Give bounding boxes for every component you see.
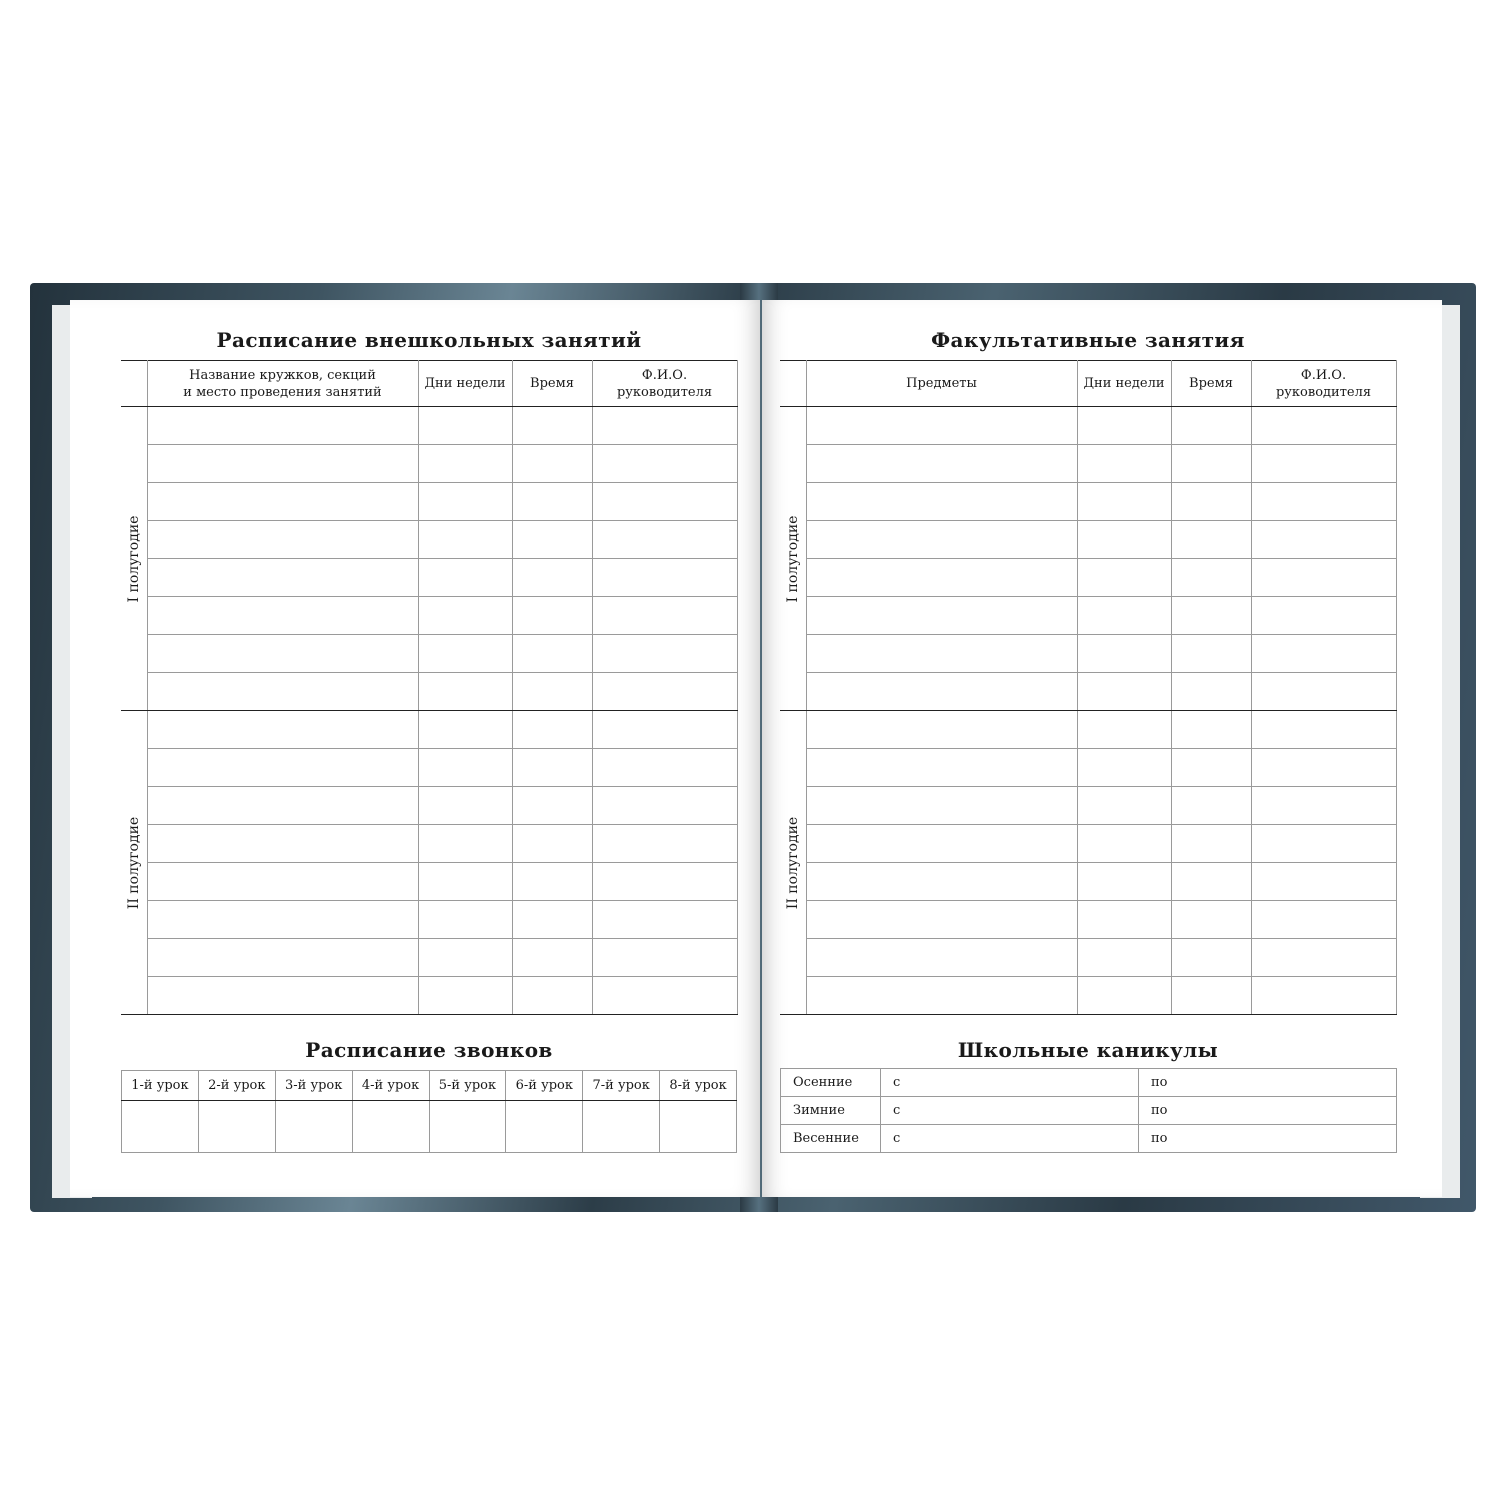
entry-cell[interactable] bbox=[1171, 673, 1251, 711]
electives-table bbox=[780, 360, 1397, 1015]
entry-cell[interactable] bbox=[418, 407, 512, 445]
lesson-header: 2-й урок bbox=[198, 1071, 275, 1101]
entry-cell[interactable] bbox=[592, 863, 737, 901]
col-header-time: Время bbox=[512, 361, 592, 407]
table-row bbox=[780, 787, 1396, 825]
entry-cell[interactable] bbox=[1077, 977, 1171, 1015]
entry-cell[interactable] bbox=[147, 787, 418, 825]
col-header-subjects: Предметы bbox=[806, 361, 1077, 407]
col-header-activity: Название кружков, секций и место проведения занятий bbox=[147, 361, 418, 407]
entry-cell[interactable] bbox=[1171, 863, 1251, 901]
lesson-time-cell[interactable] bbox=[122, 1101, 199, 1153]
entry-cell[interactable] bbox=[418, 673, 512, 711]
table-row bbox=[121, 559, 737, 597]
entry-cell[interactable] bbox=[806, 863, 1077, 901]
entry-cell[interactable] bbox=[592, 901, 737, 939]
entry-cell[interactable] bbox=[592, 559, 737, 597]
lesson-time-cell[interactable] bbox=[506, 1101, 583, 1153]
table-row bbox=[121, 445, 737, 483]
holiday-to[interactable]: по bbox=[1139, 1097, 1397, 1125]
entry-cell[interactable] bbox=[512, 445, 592, 483]
bells-title: Расписание звонков bbox=[305, 1038, 553, 1062]
entry-cell[interactable] bbox=[1171, 483, 1251, 521]
semester-2-label: II полугодие bbox=[125, 816, 142, 909]
entry-cell[interactable] bbox=[418, 787, 512, 825]
entry-cell[interactable] bbox=[1171, 749, 1251, 787]
entry-cell[interactable] bbox=[147, 559, 418, 597]
entry-cell[interactable] bbox=[1251, 977, 1396, 1015]
entry-cell[interactable] bbox=[147, 597, 418, 635]
entry-cell[interactable] bbox=[1171, 825, 1251, 863]
entry-cell[interactable] bbox=[147, 483, 418, 521]
entry-cell[interactable] bbox=[418, 559, 512, 597]
table-row bbox=[780, 749, 1396, 787]
entry-cell[interactable] bbox=[418, 977, 512, 1015]
entry-cell[interactable] bbox=[1077, 787, 1171, 825]
entry-cell[interactable] bbox=[1077, 863, 1171, 901]
table-row bbox=[121, 673, 737, 711]
lesson-header: 8-й урок bbox=[660, 1071, 737, 1101]
entry-cell[interactable] bbox=[592, 521, 737, 559]
entry-cell[interactable] bbox=[806, 749, 1077, 787]
holiday-row bbox=[781, 1097, 1397, 1125]
entry-cell[interactable] bbox=[1251, 711, 1396, 749]
entry-cell[interactable] bbox=[1077, 635, 1171, 673]
entry-cell[interactable] bbox=[418, 597, 512, 635]
semester-2-label-cell bbox=[780, 711, 806, 1015]
entry-cell[interactable] bbox=[1251, 483, 1396, 521]
entry-cell[interactable] bbox=[418, 863, 512, 901]
entry-cell[interactable] bbox=[806, 483, 1077, 521]
table-row bbox=[121, 483, 737, 521]
table-row bbox=[780, 825, 1396, 863]
entry-cell[interactable] bbox=[418, 483, 512, 521]
table-row bbox=[121, 939, 737, 977]
entry-cell[interactable] bbox=[147, 407, 418, 445]
table-row bbox=[780, 711, 1396, 749]
entry-cell[interactable] bbox=[418, 635, 512, 673]
entry-cell[interactable] bbox=[512, 901, 592, 939]
entry-cell[interactable] bbox=[1077, 711, 1171, 749]
entry-cell[interactable] bbox=[147, 521, 418, 559]
entry-cell[interactable] bbox=[592, 711, 737, 749]
entry-cell[interactable] bbox=[1171, 597, 1251, 635]
entry-cell[interactable] bbox=[1077, 825, 1171, 863]
holiday-from[interactable]: с bbox=[881, 1069, 1139, 1097]
table-row bbox=[121, 597, 737, 635]
entry-cell[interactable] bbox=[512, 597, 592, 635]
table-row bbox=[121, 635, 737, 673]
table-row bbox=[780, 597, 1396, 635]
lesson-time-cell[interactable] bbox=[198, 1101, 275, 1153]
holidays-table bbox=[780, 1068, 1397, 1153]
semester-2-label: II полугодие bbox=[784, 816, 801, 909]
entry-cell[interactable] bbox=[592, 407, 737, 445]
table-corner-cell bbox=[780, 361, 806, 407]
entry-cell[interactable] bbox=[512, 673, 592, 711]
table-row bbox=[780, 977, 1396, 1015]
entry-cell[interactable] bbox=[418, 825, 512, 863]
table-row bbox=[780, 445, 1396, 483]
entry-cell[interactable] bbox=[1171, 521, 1251, 559]
entry-cell[interactable] bbox=[418, 445, 512, 483]
entry-cell[interactable] bbox=[592, 635, 737, 673]
entry-cell[interactable] bbox=[592, 977, 737, 1015]
table-row bbox=[121, 977, 737, 1015]
holiday-from[interactable]: с bbox=[881, 1097, 1139, 1125]
holiday-to[interactable]: по bbox=[1139, 1069, 1397, 1097]
holiday-from[interactable]: с bbox=[881, 1125, 1139, 1153]
entry-cell[interactable] bbox=[1077, 521, 1171, 559]
entry-cell[interactable] bbox=[592, 483, 737, 521]
entry-cell[interactable] bbox=[147, 939, 418, 977]
entry-cell[interactable] bbox=[512, 863, 592, 901]
extracurricular-table bbox=[121, 360, 738, 1015]
table-row bbox=[780, 483, 1396, 521]
entry-cell[interactable] bbox=[147, 711, 418, 749]
entry-cell[interactable] bbox=[512, 483, 592, 521]
entry-cell[interactable] bbox=[806, 901, 1077, 939]
holiday-to[interactable]: по bbox=[1139, 1125, 1397, 1153]
semester-2-label-cell bbox=[121, 711, 147, 1015]
entry-cell[interactable] bbox=[592, 825, 737, 863]
entry-cell[interactable] bbox=[1077, 597, 1171, 635]
lesson-header: 4-й урок bbox=[352, 1071, 429, 1101]
table-row bbox=[121, 787, 737, 825]
lesson-header: 7-й урок bbox=[583, 1071, 660, 1101]
semester-1-label-cell bbox=[780, 407, 806, 711]
entry-cell[interactable] bbox=[1171, 901, 1251, 939]
entry-cell[interactable] bbox=[1251, 787, 1396, 825]
col-header-days: Дни недели bbox=[418, 361, 512, 407]
col-header-leader: Ф.И.О. руководителя bbox=[592, 361, 737, 407]
entry-cell[interactable] bbox=[418, 939, 512, 977]
entry-cell[interactable] bbox=[592, 939, 737, 977]
entry-cell[interactable] bbox=[512, 407, 592, 445]
table-row bbox=[780, 407, 1396, 445]
entry-cell[interactable] bbox=[512, 939, 592, 977]
entry-cell[interactable] bbox=[806, 559, 1077, 597]
entry-cell[interactable] bbox=[147, 901, 418, 939]
table-row bbox=[121, 407, 737, 445]
entry-cell[interactable] bbox=[147, 863, 418, 901]
entry-cell[interactable] bbox=[1077, 901, 1171, 939]
entry-cell[interactable] bbox=[1251, 635, 1396, 673]
semester-1-label-cell bbox=[121, 407, 147, 711]
table-row bbox=[121, 901, 737, 939]
entry-cell[interactable] bbox=[1251, 863, 1396, 901]
entry-cell[interactable] bbox=[1251, 901, 1396, 939]
table-row bbox=[780, 521, 1396, 559]
entry-cell[interactable] bbox=[147, 749, 418, 787]
table-corner-cell bbox=[121, 361, 147, 407]
entry-cell[interactable] bbox=[806, 711, 1077, 749]
entry-cell[interactable] bbox=[1171, 407, 1251, 445]
entry-cell[interactable] bbox=[1077, 445, 1171, 483]
entry-cell[interactable] bbox=[512, 635, 592, 673]
entry-cell[interactable] bbox=[1171, 635, 1251, 673]
entry-cell[interactable] bbox=[512, 521, 592, 559]
entry-cell[interactable] bbox=[512, 749, 592, 787]
entry-cell[interactable] bbox=[1251, 559, 1396, 597]
entry-cell[interactable] bbox=[1077, 483, 1171, 521]
entry-cell[interactable] bbox=[1251, 825, 1396, 863]
entry-cell[interactable] bbox=[1171, 559, 1251, 597]
entry-cell[interactable] bbox=[512, 711, 592, 749]
entry-cell[interactable] bbox=[806, 445, 1077, 483]
entry-cell[interactable] bbox=[147, 445, 418, 483]
entry-cell[interactable] bbox=[418, 521, 512, 559]
entry-cell[interactable] bbox=[1251, 749, 1396, 787]
entry-cell[interactable] bbox=[1077, 559, 1171, 597]
entry-cell[interactable] bbox=[1171, 711, 1251, 749]
entry-cell[interactable] bbox=[1251, 521, 1396, 559]
table-row bbox=[780, 939, 1396, 977]
lesson-header: 1-й урок bbox=[122, 1071, 199, 1101]
lesson-time-cell[interactable] bbox=[660, 1101, 737, 1153]
table-row bbox=[121, 749, 737, 787]
entry-cell[interactable] bbox=[147, 635, 418, 673]
entry-cell[interactable] bbox=[1251, 673, 1396, 711]
holidays-title: Школьные каникулы bbox=[957, 1038, 1219, 1062]
semester-1-label: I полугодие bbox=[125, 515, 142, 602]
entry-cell[interactable] bbox=[592, 749, 737, 787]
entry-cell[interactable] bbox=[418, 901, 512, 939]
extracurricular-title: Расписание внешкольных занятий bbox=[216, 328, 642, 352]
entry-cell[interactable] bbox=[512, 977, 592, 1015]
entry-cell[interactable] bbox=[1077, 749, 1171, 787]
entry-cell[interactable] bbox=[806, 521, 1077, 559]
holiday-row bbox=[781, 1069, 1397, 1097]
lesson-time-cell[interactable] bbox=[275, 1101, 352, 1153]
holiday-season: Осенние bbox=[781, 1069, 881, 1097]
lesson-time-cell[interactable] bbox=[352, 1101, 429, 1153]
table-row bbox=[780, 635, 1396, 673]
col-header-leader: Ф.И.О. руководителя bbox=[1251, 361, 1396, 407]
entry-cell[interactable] bbox=[592, 787, 737, 825]
semester-1-label: I полугодие bbox=[784, 515, 801, 602]
entry-cell[interactable] bbox=[512, 825, 592, 863]
entry-cell[interactable] bbox=[806, 407, 1077, 445]
lesson-header: 5-й урок bbox=[429, 1071, 506, 1101]
entry-cell[interactable] bbox=[806, 825, 1077, 863]
entry-cell[interactable] bbox=[1171, 977, 1251, 1015]
entry-cell[interactable] bbox=[1251, 939, 1396, 977]
lesson-time-cell[interactable] bbox=[583, 1101, 660, 1153]
entry-cell[interactable] bbox=[418, 711, 512, 749]
entry-cell[interactable] bbox=[147, 825, 418, 863]
entry-cell[interactable] bbox=[1251, 597, 1396, 635]
entry-cell[interactable] bbox=[512, 559, 592, 597]
lesson-header: 6-й урок bbox=[506, 1071, 583, 1101]
entry-cell[interactable] bbox=[806, 673, 1077, 711]
holiday-season: Весенние bbox=[781, 1125, 881, 1153]
holiday-season: Зимние bbox=[781, 1097, 881, 1125]
entry-cell[interactable] bbox=[592, 445, 737, 483]
bells-table bbox=[121, 1070, 737, 1153]
table-row bbox=[121, 825, 737, 863]
table-row bbox=[121, 863, 737, 901]
entry-cell[interactable] bbox=[418, 749, 512, 787]
entry-cell[interactable] bbox=[1251, 407, 1396, 445]
entry-cell[interactable] bbox=[512, 787, 592, 825]
entry-cell[interactable] bbox=[1077, 939, 1171, 977]
entry-cell[interactable] bbox=[147, 977, 418, 1015]
lesson-header: 3-й урок bbox=[275, 1071, 352, 1101]
entry-cell[interactable] bbox=[806, 939, 1077, 977]
entry-cell[interactable] bbox=[1077, 673, 1171, 711]
col-header-days: Дни недели bbox=[1077, 361, 1171, 407]
entry-cell[interactable] bbox=[592, 673, 737, 711]
table-row bbox=[780, 673, 1396, 711]
entry-cell[interactable] bbox=[1171, 445, 1251, 483]
entry-cell[interactable] bbox=[1171, 787, 1251, 825]
table-row bbox=[780, 559, 1396, 597]
col-header-time: Время bbox=[1171, 361, 1251, 407]
electives-title: Факультативные занятия bbox=[931, 328, 1245, 352]
entry-cell[interactable] bbox=[806, 787, 1077, 825]
entry-cell[interactable] bbox=[1251, 445, 1396, 483]
entry-cell[interactable] bbox=[1171, 939, 1251, 977]
table-row bbox=[121, 521, 737, 559]
table-row bbox=[780, 901, 1396, 939]
entry-cell[interactable] bbox=[806, 977, 1077, 1015]
table-row bbox=[780, 863, 1396, 901]
entry-cell[interactable] bbox=[147, 673, 418, 711]
entry-cell[interactable] bbox=[806, 635, 1077, 673]
entry-cell[interactable] bbox=[806, 597, 1077, 635]
lesson-time-cell[interactable] bbox=[429, 1101, 506, 1153]
table-row bbox=[121, 711, 737, 749]
holiday-row bbox=[781, 1125, 1397, 1153]
entry-cell[interactable] bbox=[592, 597, 737, 635]
entry-cell[interactable] bbox=[1077, 407, 1171, 445]
